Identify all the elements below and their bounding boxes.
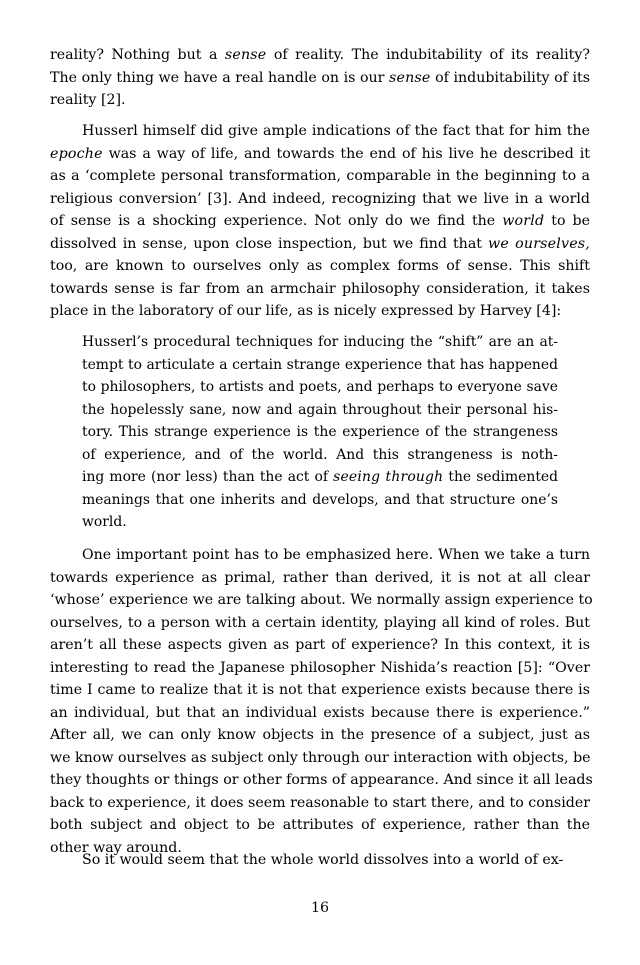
text-run: aren’t all these aspects given as part of experience? In this context, it is: [50, 637, 590, 653]
text-line: [50, 704, 590, 722]
text-line: [50, 46, 590, 64]
text-line: [82, 423, 558, 441]
text-run: time I came to realize that it is not that experience exists because there is: [50, 682, 590, 698]
text-line: [50, 302, 590, 320]
text-line: [50, 190, 590, 208]
text-line: [50, 257, 590, 275]
text-run: the hopelessly sane, now and again throughout their personal his-: [82, 401, 558, 418]
text-run: dissolved in sense, upon close inspection, but we find that: [50, 235, 488, 252]
text-line: [50, 816, 590, 834]
text-run: Husserl’s procedural techniques for inducing the “shift” are an at-: [82, 334, 558, 350]
text-line: [50, 726, 590, 744]
text-line: [50, 546, 590, 564]
text-line: [50, 280, 590, 298]
text-line: [82, 356, 558, 374]
emphasized-text: epoche: [50, 145, 103, 162]
text-run: place in the laboratory of our life, as is nicely expressed by Harvey [4]:: [50, 303, 562, 319]
emphasized-text: we ourselves,: [487, 235, 591, 252]
text-run: both subject and object to be attributes of experience, rather than the: [50, 817, 590, 833]
text-line: [50, 614, 590, 632]
text-line: [82, 378, 558, 396]
text-run: as a ‘complete personal transformation, comparable in the beginning to a: [50, 168, 590, 184]
text-run: we know ourselves as subject only through our interaction with objects, be: [50, 749, 591, 766]
text-run: Husserl himself did give ample indications of the fact that for him the: [82, 123, 590, 139]
text-run: of experience, and of the world. And this strangeness is noth-: [82, 446, 558, 463]
text-run: towards experience as primal, rather than derived, it is not at all clear: [50, 569, 590, 586]
text-line: [82, 491, 558, 509]
text-line: [82, 401, 558, 419]
text-line: [50, 235, 590, 253]
text-run: towards sense is far from an armchair philosophy consideration, it takes: [50, 280, 590, 297]
text-run: to be: [544, 213, 590, 229]
text-line: [82, 446, 558, 464]
text-line: [50, 636, 590, 654]
text-line: [50, 771, 593, 789]
text-run: of sense is a shocking experience. Not only do we find the: [50, 213, 503, 229]
text-run: ing more (nor less) than the act of: [82, 469, 334, 485]
text-run: religious conversion’ [3]. And indeed, recognizing that we live in a world: [50, 190, 590, 207]
text-run: meanings that one inherits and develops, and that structure one’s: [82, 491, 558, 508]
emphasized-text: sense: [224, 47, 267, 63]
text-line: [82, 513, 558, 531]
text-line: [82, 333, 558, 351]
text-run: interesting to read the Japanese philosopher Nishida’s reaction [5]: “Over: [50, 659, 590, 676]
text-run: One important point has to be emphasized here. When we take a turn: [82, 547, 590, 563]
text-run: they thoughts or things or other forms of appearance. And since it all leads: [50, 772, 593, 788]
emphasized-text: world: [502, 213, 545, 229]
text-line: [50, 591, 593, 609]
emphasized-text: seeing through: [333, 469, 444, 485]
text-run: an individual, but that an individual exists because there is experience.”: [50, 704, 590, 721]
text-line: [50, 167, 590, 185]
text-run: tory. This strange experience is the experience of the strangeness: [82, 424, 558, 440]
text-line: [50, 794, 590, 812]
text-line: [50, 749, 590, 767]
text-run: back to experience, it does seem reasonable to start there, and to consider: [50, 794, 590, 811]
text-run: reality? Nothing but a: [50, 47, 225, 63]
text-run: ourselves, to a person with a certain identity, playing all kind of roles. But: [50, 614, 590, 631]
text-run: of indubitability of its: [430, 69, 590, 86]
text-run: After all, we can only know objects in the presence of a subject, just as: [50, 727, 590, 743]
emphasized-text: sense: [389, 69, 431, 86]
text-run: world.: [82, 514, 127, 530]
page-number: 16: [310, 900, 330, 916]
text-line: [50, 659, 590, 677]
text-line: [50, 212, 590, 230]
text-line: [50, 569, 590, 587]
text-run: of reality. The indubitability of its reality?: [266, 47, 590, 63]
text-line: [50, 122, 590, 140]
text-line: [50, 69, 590, 87]
text-run: the sedimented: [443, 469, 559, 485]
text-run: too, are known to ourselves only as complex forms of sense. This shift: [50, 258, 590, 274]
text-run: tempt to articulate a certain strange experience that has happened: [82, 356, 558, 373]
text-line: [50, 681, 590, 699]
text-run: So it would seem that the whole world dissolves into a world of ex-: [82, 852, 564, 868]
text-line: [50, 145, 590, 163]
text-line: [82, 468, 558, 486]
text-line: [50, 851, 590, 869]
text-run: ‘whose’ experience we are talking about. We normally assign experience to: [50, 592, 593, 608]
text-run: was a way of life, and towards the end of his live he described it: [102, 145, 590, 162]
text-run: other way around.: [50, 839, 182, 856]
text-run: The only thing we have a real handle on is our: [50, 69, 390, 86]
text-line: [50, 91, 590, 109]
text-run: reality [2].: [50, 92, 126, 108]
text-run: to philosophers, to artists and poets, and perhaps to everyone save: [82, 379, 558, 395]
